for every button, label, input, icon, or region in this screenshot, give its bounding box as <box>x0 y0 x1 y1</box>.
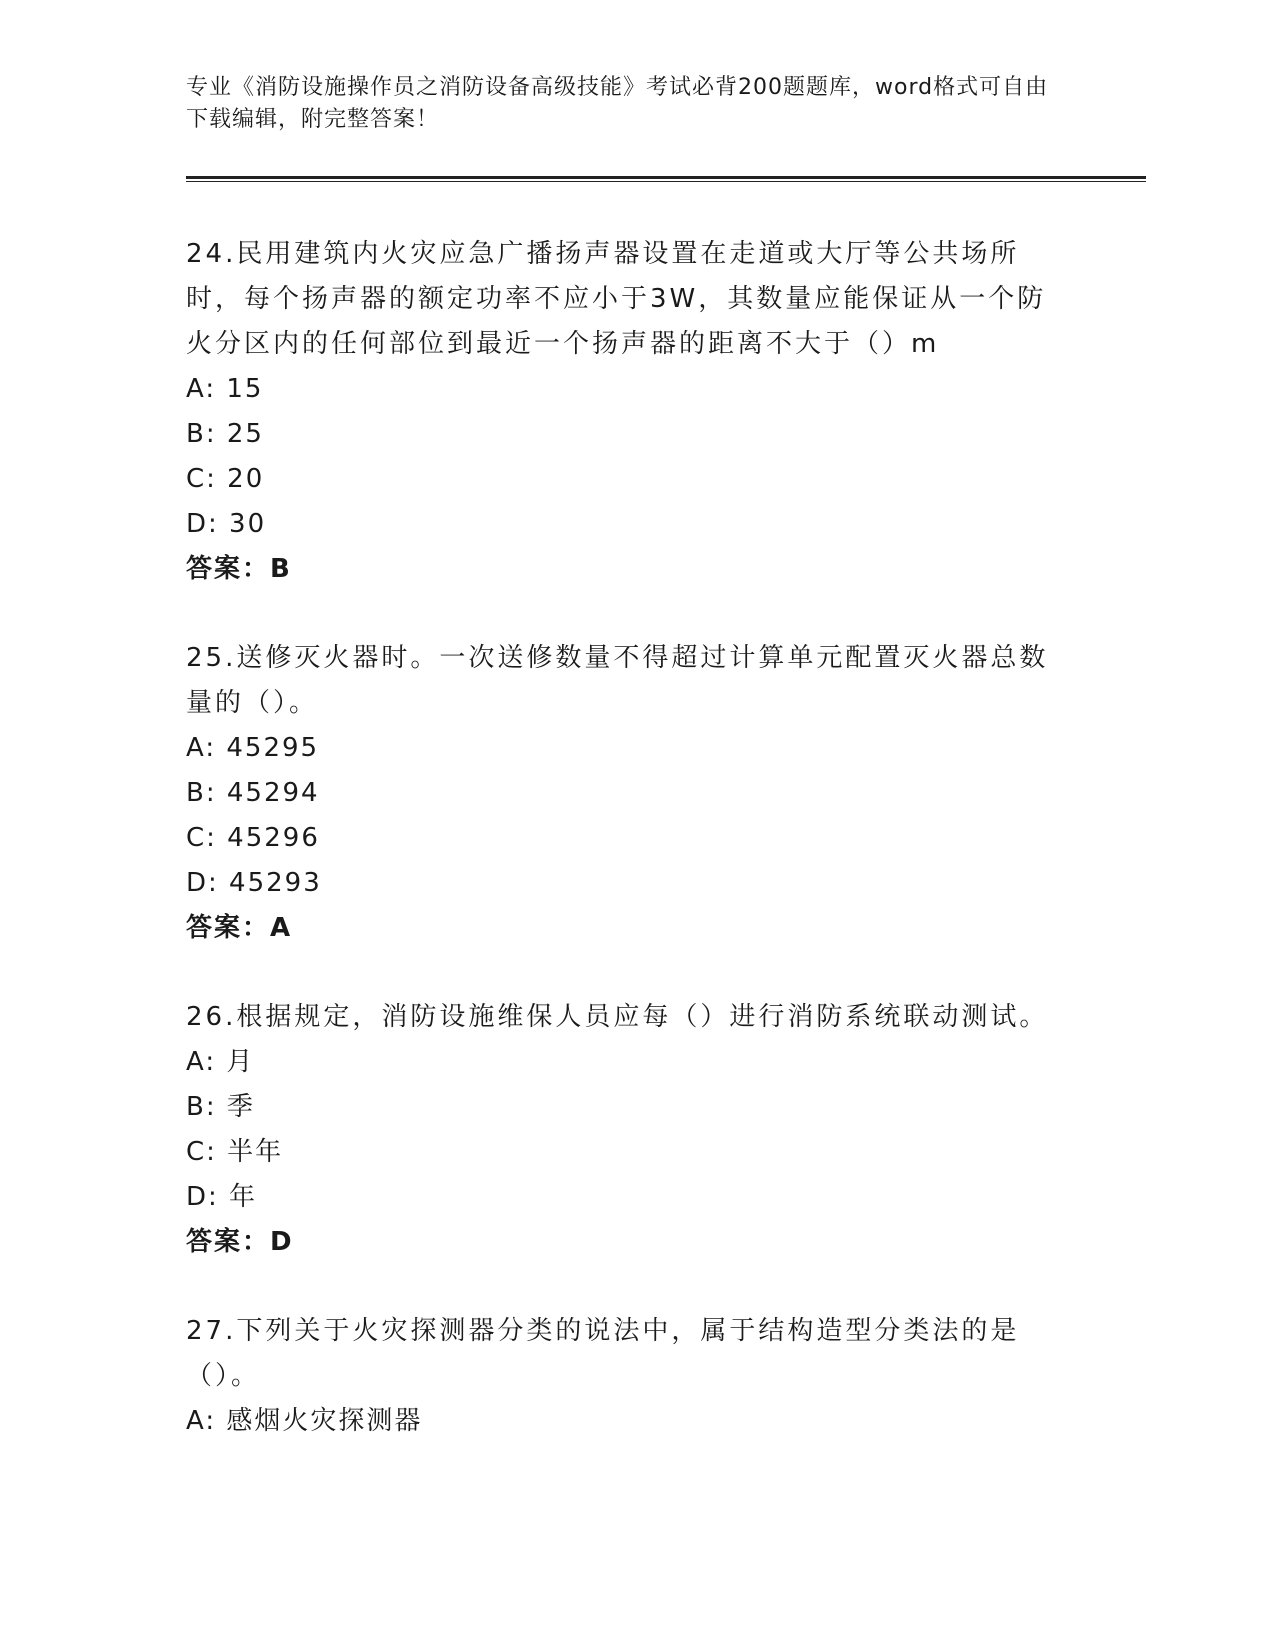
option-b: B: 45294 <box>186 778 320 808</box>
question-26 <box>186 995 1066 1265</box>
option-d: D: 45293 <box>186 868 322 898</box>
option-a: A: 月 <box>186 1047 255 1077</box>
option-b: B: 季 <box>186 1092 255 1122</box>
question-text: 24.民用建筑内火灾应急广播扬声器设置在走道或大厅等公共场所时，每个扬声器的额定功率不应小于3W，其数量应能保证从一个防火分区内的任何部位到最近一个扬声器的距离不大于（）m <box>186 239 1047 359</box>
option-c: C: 45296 <box>186 823 320 853</box>
question-24 <box>186 232 1066 592</box>
question-27 <box>186 1309 1066 1444</box>
option-a: A: 45295 <box>186 733 320 763</box>
question-text: 26.根据规定，消防设施维保人员应每（）进行消防系统联动测试。 <box>186 1002 1049 1032</box>
document-header: 专业《消防设施操作员之消防设备高级技能》考试必背200题题库，word格式可自由下载编辑，附完整答案！ <box>186 75 1049 132</box>
answer-label: 答案：D <box>186 1227 294 1257</box>
option-b: B: 25 <box>186 419 264 449</box>
option-a: A: 感烟火灾探测器 <box>186 1406 423 1436</box>
answer-label: 答案：A <box>186 913 293 943</box>
option-c: C: 半年 <box>186 1137 284 1167</box>
header-divider-thick <box>186 176 1146 179</box>
option-d: D: 年 <box>186 1182 258 1212</box>
question-25 <box>186 636 1066 951</box>
option-c: C: 20 <box>186 464 265 494</box>
question-text: 27.下列关于火灾探测器分类的说法中，属于结构造型分类法的是（）。 <box>186 1316 1020 1391</box>
question-text: 25.送修灭火器时。一次送修数量不得超过计算单元配置灭火器总数量的（）。 <box>186 643 1049 718</box>
answer-label: 答案：B <box>186 554 292 584</box>
question-list <box>186 232 1066 1488</box>
option-a: A: 15 <box>186 374 264 404</box>
header-divider-thin <box>186 181 1146 182</box>
option-d: D: 30 <box>186 509 267 539</box>
